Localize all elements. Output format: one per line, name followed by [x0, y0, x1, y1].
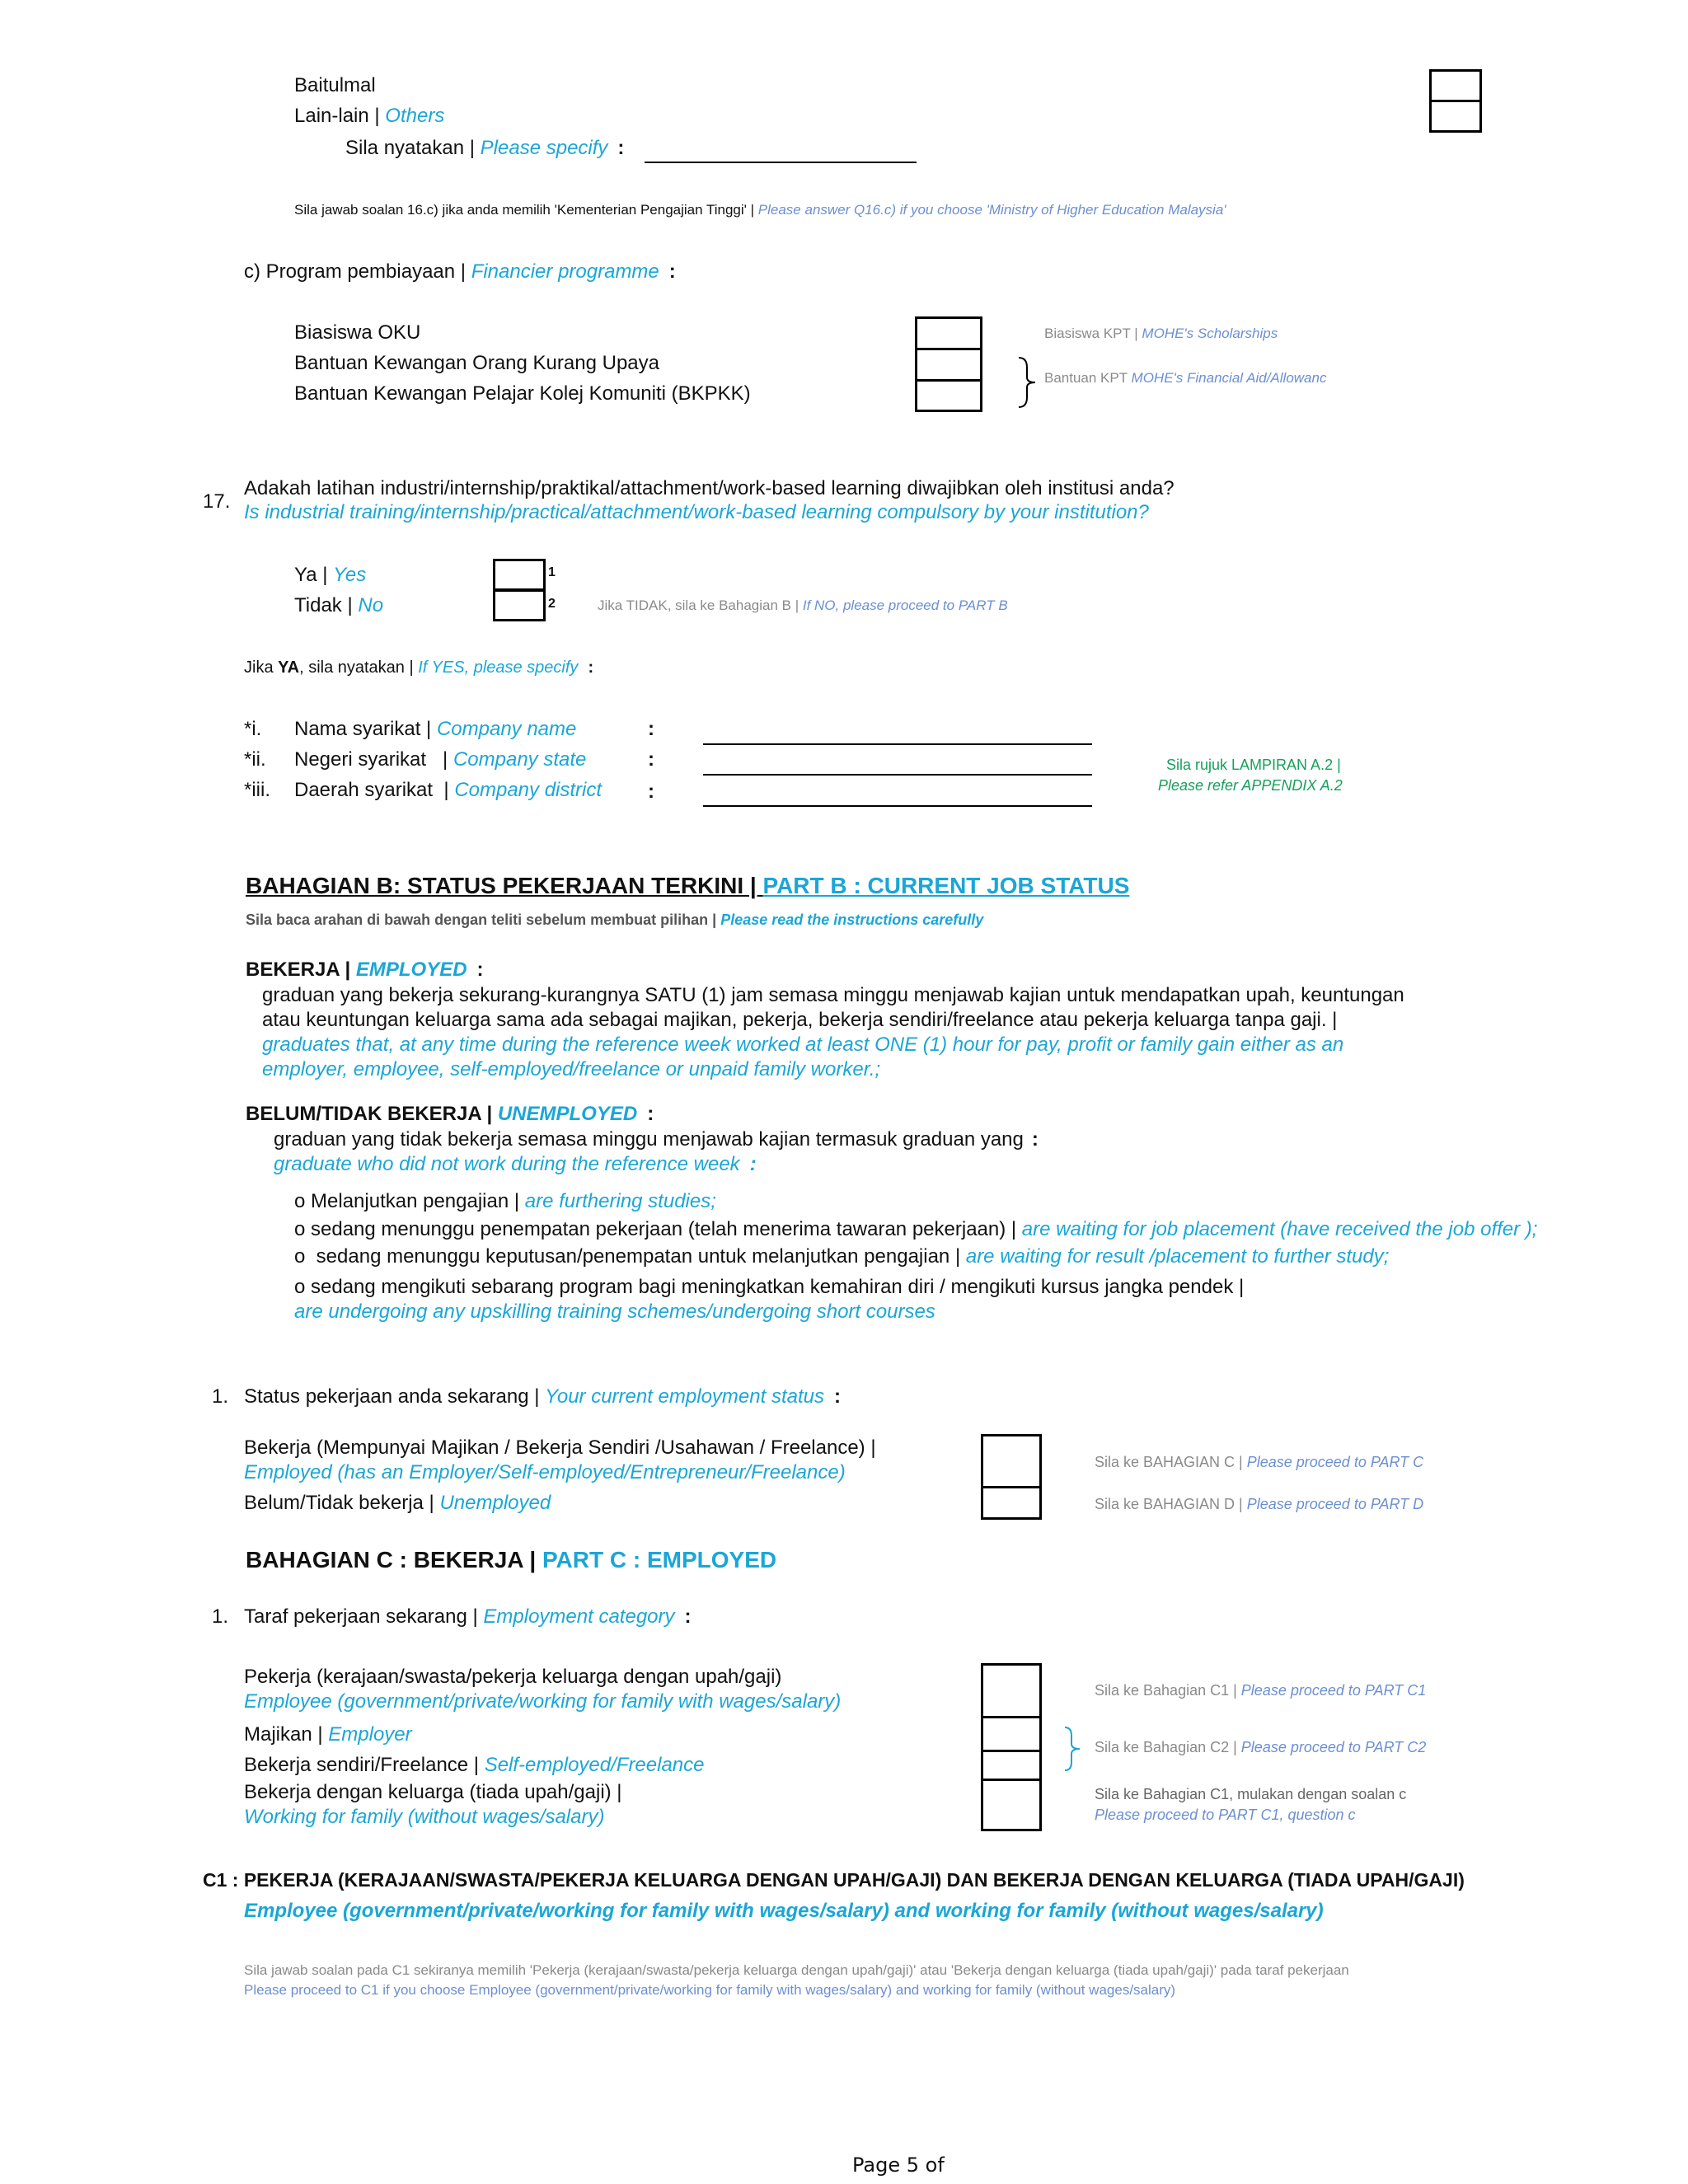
company-district-num: *iii.	[244, 779, 271, 801]
goto-part-d-en: Please proceed to PART D	[1246, 1496, 1424, 1512]
q17-no	[294, 593, 383, 618]
goto-c1-en: Please proceed to PART C1	[1240, 1682, 1427, 1699]
part-c-q1-number: 1.	[212, 1605, 229, 1628]
employed-def-en-1: graduates that, at any time during the reference week worked at least ONE (1) hour for pay, profit or family gain either as an	[262, 1033, 1344, 1056]
employed-def-ms-2: atau keuntungan keluarga sama ada sebagai majikan, pekerja, bekerja sendiri/freelance atau pekerja keluarga tanpa gaji. |	[262, 1009, 1338, 1031]
employed-heading	[246, 958, 484, 982]
bullet-3	[294, 1244, 1389, 1269]
unemployed-heading-ms: BELUM/TIDAK BEKERJA |	[246, 1103, 498, 1125]
c1-note-ms: Sila jawab soalan pada C1 sekiranya memilih 'Pekerja (kerajaan/swasta/pekerja keluarga dengan upah/gaji)' atau 'Bekerja dengan keluarga (tiada upah/gaji)' pada taraf pekerjaan	[244, 1962, 1349, 1978]
employed-def-en-2: employer, employee, self-employed/freelance or unpaid family worker.;	[262, 1058, 881, 1080]
status-opt2	[244, 1491, 551, 1516]
part-b-q1-label	[244, 1385, 841, 1409]
checkbox-others[interactable]	[1429, 100, 1482, 133]
c1-title-ms: C1 : PEKERJA (KERAJAAN/SWASTA/PEKERJA KELUARGA DENGAN UPAH/GAJI) DAN BEKERJA DENGAN KELUARGA (TIADA UPAH/GAJI)	[203, 1869, 1465, 1891]
q16c-note-ms: Sila jawab soalan 16.c) jika anda memilih 'Kementerian Pengajian Tinggi' |	[294, 202, 758, 218]
checkbox-biasiswa-oku[interactable]	[915, 316, 982, 350]
appendix-en: Please refer APPENDIX A.2	[1158, 777, 1343, 794]
q17-ifyes-en: If YES, please specify	[418, 658, 579, 677]
colon: :	[648, 718, 654, 740]
q17-ifyes	[244, 657, 593, 678]
q16c-side-2	[1044, 369, 1326, 387]
cat-opt4-ms: Bekerja dengan keluarga (tiada upah/gaji) |	[244, 1781, 622, 1803]
q16c-side-1	[1044, 325, 1278, 343]
company-state-input[interactable]	[703, 774, 1092, 776]
q16c-option-3: Bantuan Kewangan Pelajar Kolej Komuniti (BKPKK)	[294, 382, 751, 405]
checkbox-cat-self-employed[interactable]	[981, 1750, 1042, 1781]
status-opt1-en: Employed (has an Employer/Self-employed/Entrepreneur/Freelance)	[244, 1461, 846, 1483]
bullet-1-ms: o Melanjutkan pengajian |	[294, 1190, 525, 1212]
part-c-title	[246, 1546, 776, 1574]
checkbox-baitulmal[interactable]	[1429, 69, 1482, 102]
company-name-input[interactable]	[703, 743, 1092, 745]
c1-title-en: Employee (government/private/working for family with wages/salary) and working for family (without wages/salary)	[244, 1900, 1324, 1922]
option-others-ms: Lain-lain |	[294, 105, 386, 127]
part-b-title	[246, 872, 1129, 900]
cat-opt2-ms: Majikan |	[244, 1723, 329, 1746]
checkbox-bantuan-oku[interactable]	[915, 348, 982, 382]
company-name-num: *i.	[244, 718, 262, 740]
q16c-option-2: Bantuan Kewangan Orang Kurang Upaya	[294, 352, 659, 374]
cat-opt1-en: Employee (government/private/working for family with wages/salary)	[244, 1690, 842, 1713]
q16c-option-1: Biasiswa OKU	[294, 321, 421, 344]
q17-no-en: No	[358, 594, 384, 616]
company-state-en: Company state	[452, 748, 587, 771]
q16c-note	[294, 201, 1226, 219]
goto-part-c-ms: Sila ke BAHAGIAN C |	[1095, 1454, 1247, 1470]
part-b-instructions-ms: Sila baca arahan di bawah dengan teliti sebelum membuat pilihan |	[246, 912, 721, 928]
goto-part-c	[1095, 1452, 1423, 1472]
colon: :	[648, 780, 654, 803]
brace-icon	[1015, 356, 1043, 409]
q17-ifyes-post: , sila nyatakan |	[299, 658, 419, 677]
brace-icon	[1062, 1726, 1090, 1772]
q17-question-ms: Adakah latihan industri/internship/praktikal/attachment/work-based learning diwajibkan oleh institusi anda?	[244, 477, 1175, 499]
colon: :	[1031, 1128, 1039, 1151]
unemployed-heading-en: UNEMPLOYED	[497, 1103, 638, 1125]
q16c-label	[244, 260, 676, 284]
option-others	[294, 104, 444, 129]
q17-number: 17.	[203, 490, 231, 513]
checkbox-cat-employee[interactable]	[981, 1663, 1042, 1718]
employed-def-ms-1: graduan yang bekerja sekurang-kurangnya SATU (1) jam semasa minggu menjawab kajian untuk mendapatkan upah, keuntungan	[262, 984, 1404, 1006]
bullet-2-en: are waiting for job placement (have received the job offer );	[1021, 1218, 1538, 1240]
q16c-side-2-ms: Bantuan KPT	[1044, 370, 1132, 386]
bullet-4-ms: o sedang mengikuti sebarang program bagi meningkatkan kemahiran diri / mengikuti kursus jangka pendek |	[294, 1276, 1245, 1298]
company-state-ms: Negeri syarikat |	[294, 748, 453, 771]
employed-heading-en: EMPLOYED	[355, 958, 467, 981]
bullet-2-ms: o sedang menunggu penempatan pekerjaan (telah menerima tawaran pekerjaan) |	[294, 1218, 1022, 1240]
company-name-label	[294, 717, 576, 742]
company-state-num: *ii.	[244, 748, 266, 771]
status-opt2-ms: Belum/Tidak bekerja |	[244, 1492, 440, 1514]
goto-c1-question-c-ms: Sila ke Bahagian C1, mulakan dengan soalan c	[1095, 1786, 1407, 1802]
checkbox-status-unemployed[interactable]	[981, 1486, 1042, 1520]
colon: :	[476, 958, 484, 981]
part-c-title-en: PART C : EMPLOYED	[542, 1547, 777, 1572]
specify-label-en: Please specify	[480, 137, 608, 159]
unemployed-heading	[246, 1102, 654, 1127]
checkbox-bkpkk[interactable]	[915, 379, 982, 412]
goto-c1-ms: Sila ke Bahagian C1 |	[1095, 1682, 1241, 1699]
specify-label	[345, 136, 624, 161]
company-name-en: Company name	[436, 718, 577, 740]
q16c-side-1-ms: Biasiswa KPT |	[1044, 326, 1142, 341]
colon: :	[684, 1605, 692, 1628]
goto-part-d	[1095, 1494, 1423, 1514]
q16c-label-en: Financier programme	[471, 260, 659, 283]
goto-c2-en: Please proceed to PART C2	[1240, 1739, 1427, 1755]
cat-opt1-ms: Pekerja (kerajaan/swasta/pekerja keluarga dengan upah/gaji)	[244, 1666, 782, 1688]
bullet-3-en: are waiting for result /placement to further study;	[965, 1245, 1390, 1268]
checkbox-cat-employer[interactable]	[981, 1716, 1042, 1752]
employed-heading-ms: BEKERJA |	[246, 958, 356, 981]
q16c-side-1-en: MOHE's Scholarships	[1142, 326, 1278, 341]
checkbox-q17-no[interactable]	[493, 589, 546, 621]
colon: :	[617, 137, 625, 159]
q17-yes-ms: Ya |	[294, 564, 334, 586]
part-b-q1-ms: Status pekerjaan anda sekarang |	[244, 1385, 546, 1408]
cat-opt4-en: Working for family (without wages/salary)	[244, 1806, 605, 1828]
colon: :	[647, 1103, 654, 1125]
q16c-label-ms: c) Program pembiayaan |	[244, 260, 471, 283]
option-others-en: Others	[385, 105, 445, 127]
colon: :	[668, 260, 676, 283]
goto-c2-ms: Sila ke Bahagian C2 |	[1095, 1739, 1241, 1755]
option-baitulmal: Baitulmal	[294, 74, 376, 96]
part-b-title-ms: BAHAGIAN B: STATUS PEKERJAAN TERKINI |	[246, 873, 763, 898]
q17-yes	[294, 563, 366, 588]
appendix-ms: Sila rujuk LAMPIRAN A.2 |	[1166, 757, 1341, 773]
q16c-side-2-en: MOHE's Financial Aid/Allowanc	[1131, 370, 1327, 386]
part-b-q1-en: Your current employment status	[545, 1385, 824, 1408]
page-number: Page 5 of	[852, 2154, 945, 2177]
checkbox-cat-family[interactable]	[981, 1779, 1042, 1831]
colon: :	[833, 1385, 841, 1408]
part-c-q1-en: Employment category	[483, 1605, 675, 1628]
part-b-instructions-en: Please read the instructions carefully	[720, 912, 984, 928]
code-1: 1	[548, 565, 556, 579]
unemployed-def-ms-text: graduan yang tidak bekerja semasa minggu menjawab kajian termasuk graduan yang	[274, 1128, 1024, 1151]
q16c-note-en: Please answer Q16.c) if you choose 'Ministry of Higher Education Malaysia'	[757, 202, 1226, 218]
part-c-title-ms: BAHAGIAN C : BEKERJA |	[246, 1547, 542, 1572]
cat-opt3	[244, 1753, 705, 1778]
bullet-3-ms: o sedang menunggu keputusan/penempatan untuk melanjutkan pengajian |	[294, 1245, 966, 1268]
specify-label-ms: Sila nyatakan |	[345, 137, 481, 159]
cat-opt3-en: Self-employed/Freelance	[484, 1754, 705, 1776]
cat-opt3-ms: Bekerja sendiri/Freelance |	[244, 1754, 485, 1776]
part-b-instructions	[246, 910, 983, 930]
part-b-q1-number: 1.	[212, 1385, 229, 1408]
bullet-4-en: are undergoing any upskilling training schemes/undergoing short courses	[294, 1301, 935, 1323]
bullet-1	[294, 1189, 716, 1214]
specify-input-line[interactable]	[645, 162, 917, 163]
company-district-input[interactable]	[703, 805, 1092, 807]
company-district-label	[294, 778, 602, 803]
q17-no-note	[598, 597, 1008, 615]
colon: :	[588, 658, 594, 677]
q17-no-note-en: If NO, please proceed to PART B	[802, 598, 1008, 613]
cat-opt2	[244, 1722, 412, 1747]
company-district-en: Company district	[454, 779, 603, 801]
goto-c2	[1095, 1737, 1426, 1757]
status-opt2-en: Unemployed	[439, 1492, 551, 1514]
colon: :	[749, 1153, 757, 1175]
part-b-title-en: PART B : CURRENT JOB STATUS	[762, 873, 1130, 898]
company-name-ms: Nama syarikat |	[294, 718, 437, 740]
part-c-q1-ms: Taraf pekerjaan sekarang |	[244, 1605, 484, 1628]
bullet-2	[294, 1217, 1537, 1242]
unemployed-def-ms	[274, 1127, 1039, 1152]
q17-no-note-ms: Jika TIDAK, sila ke Bahagian B |	[598, 598, 803, 613]
cat-opt2-en: Employer	[328, 1723, 412, 1746]
part-c-q1-label	[244, 1605, 692, 1629]
checkbox-status-employed[interactable]	[981, 1434, 1042, 1488]
c1-note-en: Please proceed to C1 if you choose Employee (government/private/working for family with wages/salary) and working for family (without wages/salary)	[244, 1982, 1176, 1998]
q17-no-ms: Tidak |	[294, 594, 359, 616]
colon: :	[648, 748, 654, 771]
checkbox-q17-yes[interactable]	[493, 559, 546, 591]
code-2: 2	[548, 597, 556, 611]
goto-c1	[1095, 1680, 1426, 1700]
q17-ifyes-pre: Jika	[244, 658, 279, 677]
q17-question-en: Is industrial training/internship/practical/attachment/work-based learning compulsory by your institution?	[244, 501, 1149, 523]
status-opt1-ms: Bekerja (Mempunyai Majikan / Bekerja Sendiri /Usahawan / Freelance) |	[244, 1436, 876, 1459]
unemployed-def-en	[274, 1152, 757, 1177]
goto-c1-question-c-en: Please proceed to PART C1, question c	[1095, 1807, 1356, 1823]
company-district-ms: Daerah syarikat |	[294, 779, 455, 801]
q17-ifyes-bold: YA	[278, 658, 300, 677]
goto-part-c-en: Please proceed to PART C	[1246, 1454, 1424, 1470]
company-state-label	[294, 748, 586, 772]
goto-part-d-ms: Sila ke BAHAGIAN D |	[1095, 1496, 1247, 1512]
q17-yes-en: Yes	[333, 564, 367, 586]
bullet-1-en: are furthering studies;	[524, 1190, 716, 1212]
unemployed-def-en-text: graduate who did not work during the reference week	[274, 1153, 740, 1175]
